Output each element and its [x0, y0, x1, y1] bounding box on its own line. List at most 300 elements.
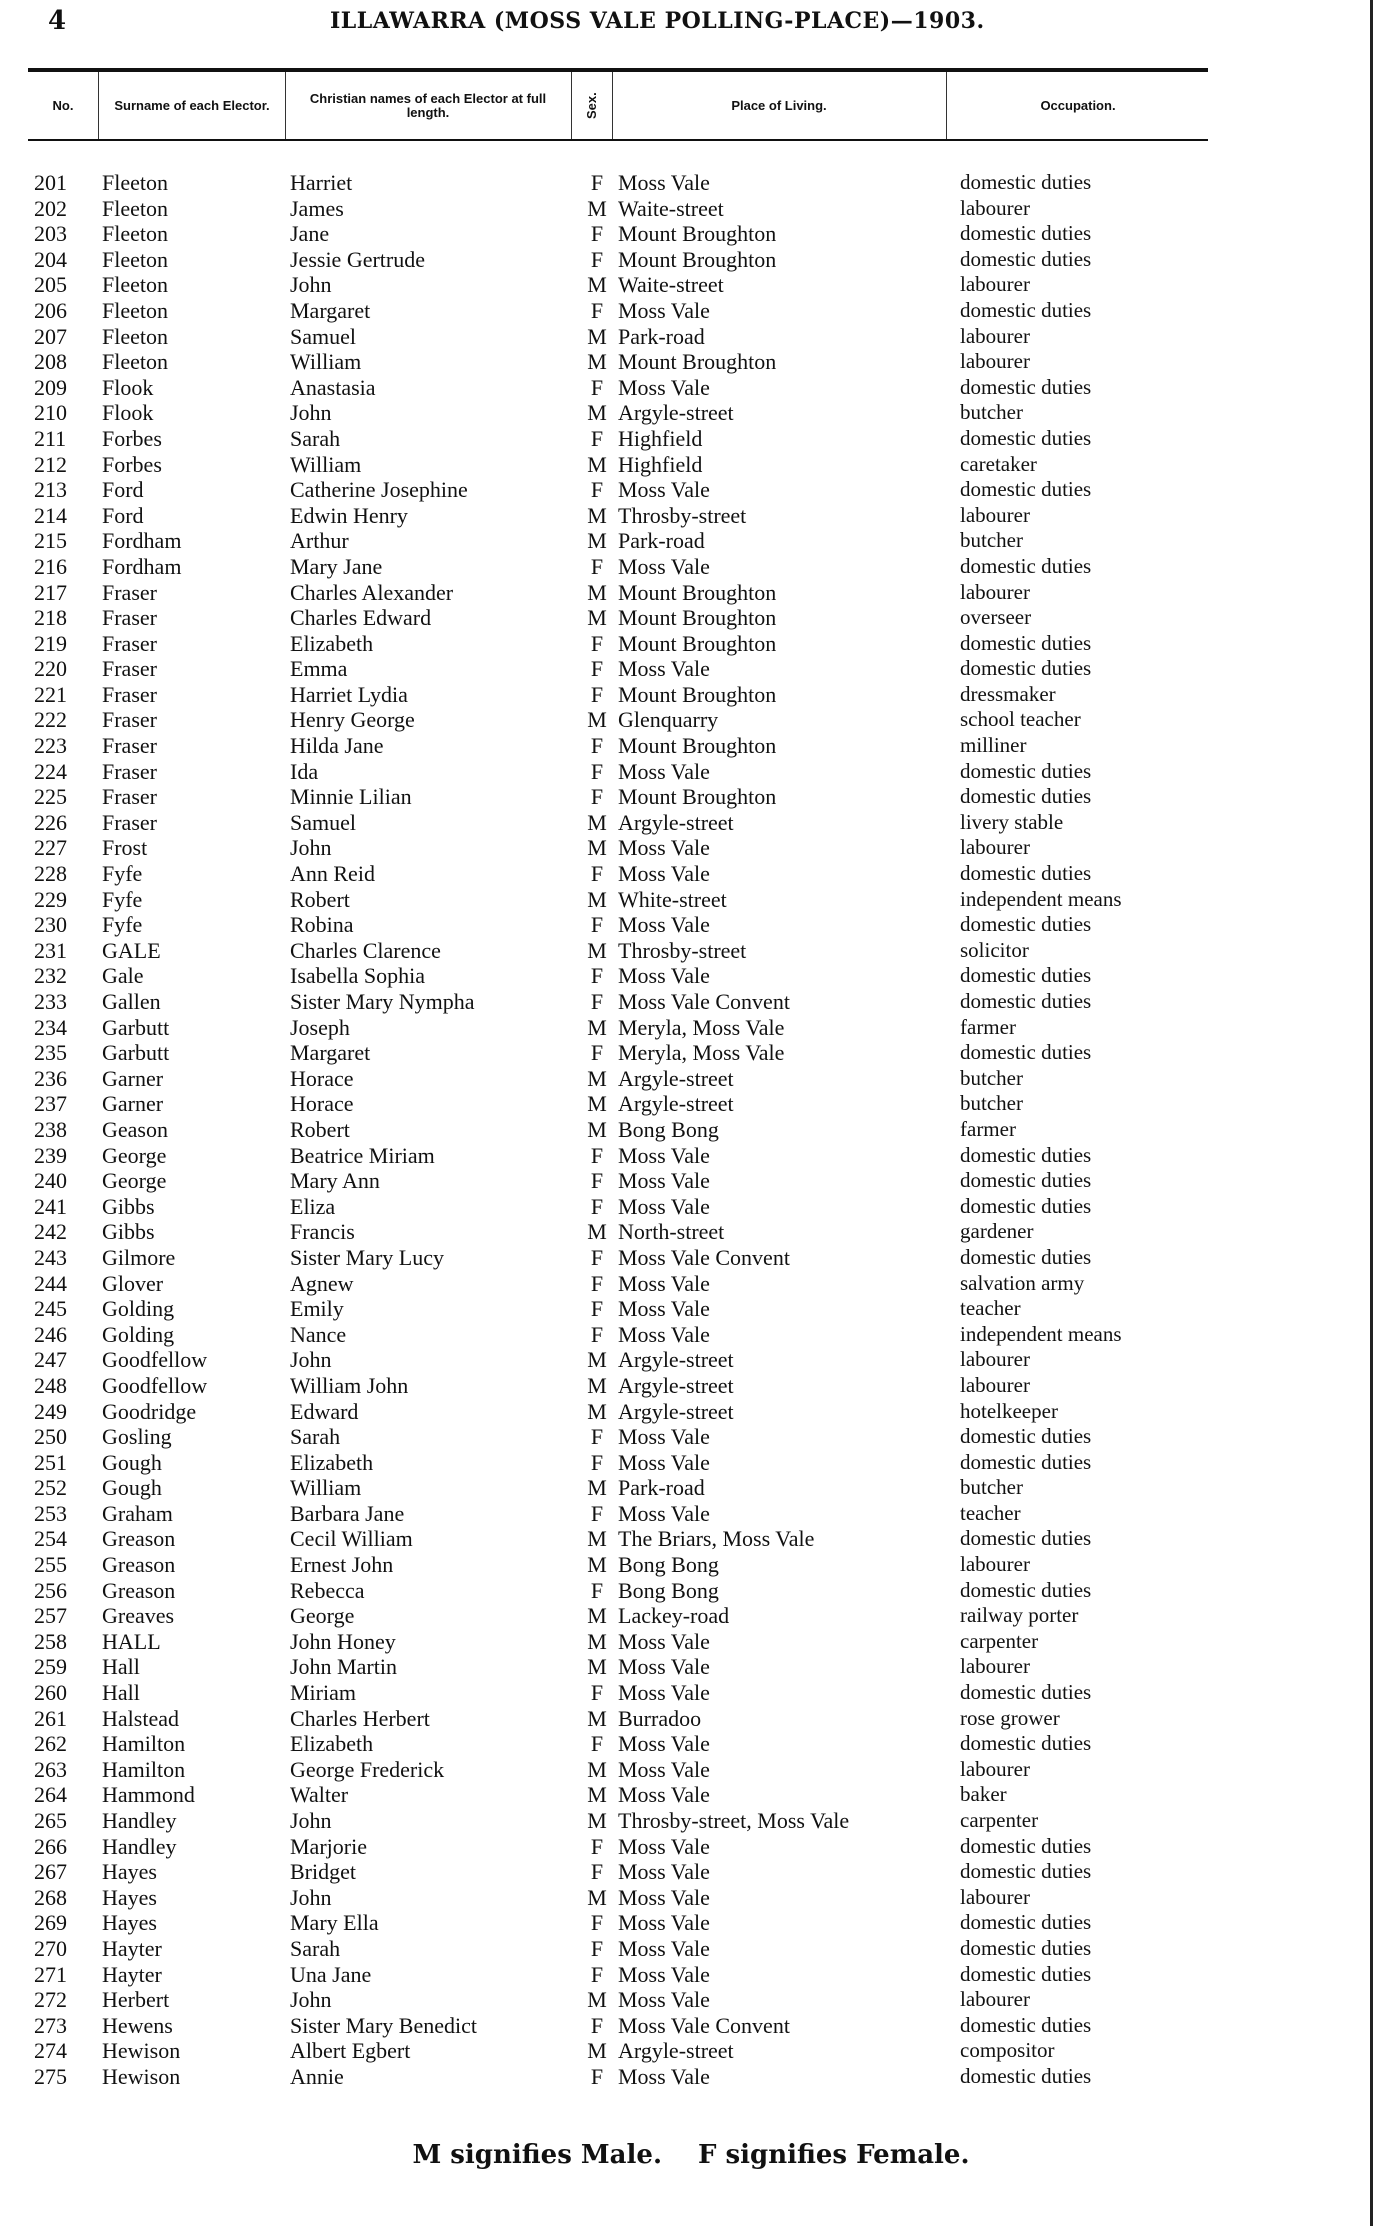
elector-christian-names: Jessie Gertrude — [290, 246, 426, 272]
elector-surname: Fyfe — [102, 912, 143, 938]
elector-occupation: dressmaker — [960, 681, 1056, 706]
page-title: ILLAWARRA (MOSS VALE POLLING-PLACE)—1903. — [330, 8, 985, 34]
elector-christian-names: John — [290, 400, 332, 426]
elector-number: 274 — [34, 2038, 67, 2064]
elector-christian-names: Robina — [290, 912, 354, 938]
elector-occupation: labourer — [960, 579, 1030, 604]
elector-surname: Goodfellow — [102, 1372, 208, 1398]
elector-place-of-living: Bong Bong — [618, 1577, 719, 1603]
elector-occupation: overseer — [960, 605, 1032, 630]
elector-surname: Hayes — [102, 1884, 157, 1910]
column-header-place: Place of Living. — [731, 97, 827, 113]
elector-row — [0, 1194, 1382, 1220]
elector-number: 207 — [34, 323, 67, 349]
elector-sex: F — [590, 1193, 604, 1219]
column-divider — [946, 72, 947, 139]
elector-occupation: domestic duties — [960, 425, 1092, 450]
elector-sex: F — [590, 553, 604, 579]
elector-christian-names: Robert — [290, 1116, 350, 1142]
elector-number: 256 — [34, 1577, 67, 1603]
elector-place-of-living: Moss Vale Convent — [618, 2012, 790, 2038]
elector-sex: M — [587, 1705, 607, 1731]
elector-christian-names: John — [290, 1808, 332, 1833]
elector-occupation: labourer — [960, 1347, 1030, 1372]
elector-sex: M — [587, 1782, 607, 1808]
elector-place-of-living: Bong Bong — [618, 1116, 719, 1142]
elector-surname: Handley — [102, 1833, 177, 1859]
elector-occupation: railway porter — [960, 1603, 1079, 1628]
elector-surname: Fraser — [102, 707, 157, 733]
elector-occupation: domestic duties — [960, 1935, 1092, 1960]
elector-place-of-living: Mount Broughton — [618, 221, 777, 247]
elector-occupation: domestic duties — [960, 553, 1092, 578]
elector-occupation: domestic duties — [960, 1040, 1092, 1065]
elector-christian-names: Emma — [290, 656, 348, 682]
elector-place-of-living: Moss Vale — [618, 1628, 710, 1654]
elector-row — [0, 963, 1382, 989]
elector-place-of-living: Moss Vale — [618, 1910, 710, 1936]
elector-row — [0, 349, 1382, 375]
elector-christian-names: Charles Alexander — [290, 579, 454, 605]
elector-row — [0, 272, 1382, 298]
elector-christian-names: Harriet Lydia — [290, 681, 408, 707]
elector-occupation: teacher — [960, 1500, 1021, 1525]
elector-sex: F — [590, 1168, 604, 1194]
elector-number: 246 — [34, 1321, 67, 1347]
elector-place-of-living: Moss Vale — [618, 1731, 710, 1757]
elector-surname: Golding — [102, 1296, 175, 1322]
elector-row — [0, 759, 1382, 785]
elector-row — [0, 375, 1382, 401]
elector-sex: M — [587, 1628, 607, 1654]
elector-christian-names: William — [290, 1475, 362, 1501]
elector-christian-names: Hilda Jane — [290, 733, 384, 759]
elector-place-of-living: Argyle-street — [618, 2038, 734, 2064]
elector-place-of-living: Moss Vale — [618, 1424, 710, 1450]
elector-occupation: domestic duties — [960, 1731, 1092, 1756]
elector-surname: Hewison — [102, 2038, 181, 2064]
elector-sex: M — [587, 323, 607, 349]
elector-number: 210 — [34, 400, 67, 426]
elector-christian-names: Elizabeth — [290, 1731, 374, 1757]
elector-place-of-living: The Briars, Moss Vale — [618, 1526, 815, 1552]
elector-place-of-living: Moss Vale Convent — [618, 1244, 790, 1270]
elector-sex: M — [587, 2038, 607, 2064]
elector-surname: Golding — [102, 1321, 175, 1347]
elector-row — [0, 1859, 1382, 1885]
elector-christian-names: Ann Reid — [290, 861, 375, 887]
elector-occupation: domestic duties — [960, 1424, 1092, 1449]
elector-number: 249 — [34, 1398, 67, 1424]
elector-occupation: domestic duties — [960, 374, 1092, 399]
elector-number: 215 — [34, 528, 67, 554]
page-header — [0, 6, 1382, 36]
elector-number: 272 — [34, 1987, 67, 2013]
elector-occupation: carpenter — [960, 1628, 1039, 1653]
elector-place-of-living: Moss Vale — [618, 835, 710, 861]
elector-sex: F — [590, 297, 604, 323]
elector-sex: F — [590, 221, 604, 247]
elector-occupation: labourer — [960, 1884, 1030, 1909]
elector-place-of-living: Moss Vale — [618, 2063, 710, 2089]
elector-number: 239 — [34, 1142, 67, 1168]
elector-surname: Fordham — [102, 528, 182, 554]
elector-row — [0, 1680, 1382, 1706]
elector-surname: Flook — [102, 374, 154, 400]
elector-row — [0, 1475, 1382, 1501]
elector-number: 260 — [34, 1680, 67, 1706]
elector-row — [0, 1219, 1382, 1245]
column-header-sex: Sex. — [584, 92, 599, 119]
elector-occupation: compositor — [960, 2038, 1055, 2063]
elector-surname: Geason — [102, 1116, 168, 1142]
elector-christian-names: Edward — [290, 1398, 359, 1424]
elector-christian-names: Joseph — [290, 1014, 350, 1040]
elector-christian-names: John Honey — [290, 1628, 396, 1654]
elector-occupation: domestic duties — [960, 2063, 1092, 2088]
elector-sex: F — [590, 1270, 604, 1296]
header-bottom-rule — [28, 139, 1208, 141]
elector-number: 229 — [34, 886, 67, 912]
elector-row — [0, 1731, 1382, 1757]
elector-sex: F — [590, 681, 604, 707]
elector-surname: Garbutt — [102, 1014, 170, 1040]
elector-occupation: butcher — [960, 1475, 1023, 1500]
elector-number: 253 — [34, 1500, 67, 1526]
elector-sex: F — [590, 963, 604, 989]
elector-number: 216 — [34, 553, 67, 579]
elector-surname: Garner — [102, 1065, 164, 1091]
elector-christian-names: John Martin — [290, 1654, 397, 1680]
elector-occupation: domestic duties — [960, 1168, 1092, 1193]
elector-number: 267 — [34, 1859, 67, 1885]
elector-occupation: domestic duties — [960, 297, 1092, 322]
elector-sex: F — [590, 1910, 604, 1936]
elector-number: 265 — [34, 1808, 67, 1833]
elector-occupation: milliner — [960, 733, 1027, 758]
elector-surname: Fraser — [102, 809, 157, 835]
elector-occupation: domestic duties — [960, 656, 1092, 681]
elector-sex: M — [587, 1398, 607, 1424]
elector-sex: F — [590, 1321, 604, 1347]
column-header-christian-names: Christian names of each Elector at full length. — [309, 90, 547, 120]
elector-sex: F — [590, 1731, 604, 1757]
elector-christian-names: Marjorie — [290, 1833, 367, 1859]
elector-place-of-living: Moss Vale — [618, 1961, 710, 1987]
elector-row — [0, 452, 1382, 478]
elector-surname: Forbes — [102, 425, 162, 451]
elector-surname: Fraser — [102, 630, 157, 656]
elector-occupation: labourer — [960, 1654, 1030, 1679]
elector-occupation: caretaker — [960, 451, 1037, 476]
elector-place-of-living: Park-road — [618, 1475, 705, 1501]
elector-number: 225 — [34, 784, 67, 810]
elector-surname: Fleeton — [102, 195, 168, 221]
elector-row — [0, 784, 1382, 810]
elector-surname: Greaves — [102, 1603, 175, 1629]
elector-number: 262 — [34, 1731, 67, 1757]
elector-place-of-living: Moss Vale Convent — [618, 989, 790, 1014]
elector-christian-names: George — [290, 1603, 355, 1629]
elector-row — [0, 324, 1382, 350]
elector-place-of-living: Moss Vale — [618, 1987, 710, 2013]
elector-number: 270 — [34, 1935, 67, 1961]
elector-sex: M — [587, 1552, 607, 1578]
elector-place-of-living: Moss Vale — [618, 861, 710, 887]
elector-sex: M — [587, 1808, 607, 1833]
elector-christian-names: John — [290, 1987, 332, 2013]
elector-sex: F — [590, 1142, 604, 1168]
elector-row — [0, 1040, 1382, 1066]
elector-number: 230 — [34, 912, 67, 938]
elector-christian-names: Sarah — [290, 1935, 341, 1961]
elector-place-of-living: Moss Vale — [618, 1859, 710, 1885]
elector-occupation: domestic duties — [960, 1859, 1092, 1884]
elector-row — [0, 912, 1382, 938]
elector-sex: M — [587, 1347, 607, 1373]
elector-row — [0, 2013, 1382, 2039]
elector-sex: F — [590, 170, 604, 195]
elector-place-of-living: Mount Broughton — [618, 784, 777, 810]
elector-place-of-living: Waite-street — [618, 195, 724, 221]
elector-number: 237 — [34, 1091, 67, 1117]
elector-christian-names: Horace — [290, 1091, 354, 1117]
elector-christian-names: Emily — [290, 1296, 344, 1322]
elector-number: 238 — [34, 1116, 67, 1142]
elector-number: 235 — [34, 1040, 67, 1066]
elector-number: 203 — [34, 221, 67, 247]
elector-sex: F — [590, 1040, 604, 1066]
elector-place-of-living: White-street — [618, 886, 727, 912]
elector-surname: Greason — [102, 1552, 176, 1578]
elector-christian-names: Mary Jane — [290, 553, 383, 579]
elector-occupation: domestic duties — [960, 246, 1092, 271]
elector-sex: F — [590, 477, 604, 503]
elector-christian-names: Una Jane — [290, 1961, 372, 1987]
elector-surname: Fraser — [102, 681, 157, 707]
elector-surname: Fleeton — [102, 272, 168, 298]
elector-occupation: labourer — [960, 1372, 1030, 1397]
elector-surname: Hall — [102, 1680, 140, 1706]
elector-place-of-living: Bong Bong — [618, 1552, 719, 1578]
elector-number: 202 — [34, 195, 67, 221]
elector-place-of-living: Moss Vale — [618, 1193, 710, 1219]
elector-place-of-living: Argyle-street — [618, 1091, 734, 1117]
elector-sex: M — [587, 1884, 607, 1910]
elector-row — [0, 221, 1382, 247]
elector-surname: Glover — [102, 1270, 164, 1296]
elector-number: 218 — [34, 605, 67, 631]
elector-sex: M — [587, 1654, 607, 1680]
elector-number: 257 — [34, 1603, 67, 1629]
elector-row — [0, 1015, 1382, 1041]
elector-sex: F — [590, 1935, 604, 1961]
elector-number: 226 — [34, 809, 67, 835]
elector-sex: F — [590, 1449, 604, 1475]
elector-surname: Halstead — [102, 1705, 179, 1731]
elector-occupation: domestic duties — [960, 1680, 1092, 1705]
elector-number: 206 — [34, 297, 67, 323]
elector-surname: Handley — [102, 1808, 177, 1833]
elector-christian-names: Francis — [290, 1219, 355, 1245]
elector-row — [0, 1603, 1382, 1629]
elector-christian-names: John — [290, 835, 332, 861]
elector-surname: Fraser — [102, 784, 157, 810]
elector-surname: Fleeton — [102, 221, 168, 247]
elector-occupation: domestic duties — [960, 861, 1092, 886]
elector-place-of-living: Moss Vale — [618, 1833, 710, 1859]
elector-sex: F — [590, 2012, 604, 2038]
elector-row — [0, 1117, 1382, 1143]
elector-christian-names: Elizabeth — [290, 1449, 374, 1475]
elector-christian-names: Harriet — [290, 170, 353, 195]
elector-christian-names: Minnie Lilian — [290, 784, 412, 810]
elector-row — [0, 1373, 1382, 1399]
elector-number: 273 — [34, 2012, 67, 2038]
elector-place-of-living: Lackey-road — [618, 1603, 730, 1629]
elector-number: 201 — [34, 170, 67, 195]
elector-christian-names: Albert Egbert — [290, 2038, 411, 2064]
elector-number: 252 — [34, 1475, 67, 1501]
electors-list — [0, 170, 1382, 2090]
elector-number: 232 — [34, 963, 67, 989]
elector-place-of-living: Moss Vale — [618, 170, 710, 195]
elector-surname: Hewens — [102, 2012, 173, 2038]
elector-sex: F — [590, 1859, 604, 1885]
elector-surname: Frost — [102, 835, 148, 861]
elector-row — [0, 1501, 1382, 1527]
elector-sex: M — [587, 1219, 607, 1245]
elector-christian-names: William — [290, 451, 362, 477]
elector-surname: Fleeton — [102, 297, 168, 323]
elector-occupation: domestic duties — [960, 1526, 1092, 1551]
elector-row — [0, 810, 1382, 836]
elector-surname: Gibbs — [102, 1193, 155, 1219]
elector-christian-names: Beatrice Miriam — [290, 1142, 435, 1168]
elector-place-of-living: Moss Vale — [618, 1884, 710, 1910]
elector-surname: Hayes — [102, 1910, 157, 1936]
elector-number: 213 — [34, 477, 67, 503]
elector-sex: F — [590, 1833, 604, 1859]
elector-row — [0, 656, 1382, 682]
elector-place-of-living: Moss Vale — [618, 553, 710, 579]
elector-place-of-living: Moss Vale — [618, 1782, 710, 1808]
elector-sex: F — [590, 784, 604, 810]
elector-occupation: school teacher — [960, 707, 1081, 732]
elector-occupation: carpenter — [960, 1808, 1039, 1832]
elector-christian-names: Miriam — [290, 1680, 356, 1706]
elector-sex: M — [587, 707, 607, 733]
elector-surname: Fraser — [102, 579, 157, 605]
elector-place-of-living: Moss Vale — [618, 1654, 710, 1680]
elector-row — [0, 1936, 1382, 1962]
elector-surname: Forbes — [102, 451, 162, 477]
elector-number: 208 — [34, 349, 67, 375]
elector-row — [0, 1910, 1382, 1936]
elector-place-of-living: Waite-street — [618, 272, 724, 298]
elector-surname: Hall — [102, 1654, 140, 1680]
elector-surname: Hammond — [102, 1782, 195, 1808]
elector-christian-names: Cecil William — [290, 1526, 413, 1552]
elector-number: 255 — [34, 1552, 67, 1578]
elector-occupation: domestic duties — [960, 1193, 1092, 1218]
elector-christian-names: Elizabeth — [290, 630, 374, 656]
elector-number: 231 — [34, 937, 67, 963]
elector-number: 247 — [34, 1347, 67, 1373]
elector-row — [0, 707, 1382, 733]
elector-christian-names: Annie — [290, 2063, 344, 2089]
elector-surname: Gallen — [102, 989, 161, 1014]
elector-christian-names: Agnew — [290, 1270, 354, 1296]
elector-christian-names: George Frederick — [290, 1756, 445, 1782]
column-header-occupation: Occupation. — [1040, 97, 1116, 113]
elector-occupation: domestic duties — [960, 784, 1092, 809]
elector-place-of-living: Throsby-street — [618, 937, 747, 963]
elector-surname: Gosling — [102, 1424, 172, 1450]
elector-christian-names: Edwin Henry — [290, 502, 408, 528]
elector-place-of-living: Highfield — [618, 451, 703, 477]
elector-surname: Fleeton — [102, 323, 168, 349]
elector-surname: GALE — [102, 937, 161, 963]
elector-occupation: labourer — [960, 1756, 1030, 1781]
elector-row — [0, 2064, 1382, 2090]
elector-number: 268 — [34, 1884, 67, 1910]
elector-occupation: domestic duties — [960, 1142, 1092, 1167]
elector-row — [0, 1347, 1382, 1373]
elector-row — [0, 1168, 1382, 1194]
elector-sex: F — [590, 1500, 604, 1526]
elector-surname: Fyfe — [102, 886, 143, 912]
elector-number: 271 — [34, 1961, 67, 1987]
elector-christian-names: James — [290, 195, 344, 221]
elector-place-of-living: Park-road — [618, 528, 705, 554]
elector-surname: Gough — [102, 1475, 162, 1501]
elector-place-of-living: Moss Vale — [618, 1270, 710, 1296]
elector-sex: M — [587, 195, 607, 221]
elector-row — [0, 1885, 1382, 1911]
elector-number: 219 — [34, 630, 67, 656]
elector-occupation: domestic duties — [960, 1910, 1092, 1935]
elector-surname: George — [102, 1142, 167, 1168]
elector-surname: Goodfellow — [102, 1347, 208, 1373]
elector-number: 214 — [34, 502, 67, 528]
elector-sex: F — [590, 861, 604, 887]
elector-sex: M — [587, 886, 607, 912]
elector-place-of-living: Argyle-street — [618, 1398, 734, 1424]
elector-row — [0, 477, 1382, 503]
elector-number: 264 — [34, 1782, 67, 1808]
elector-place-of-living: Glenquarry — [618, 707, 719, 733]
elector-sex: M — [587, 1116, 607, 1142]
elector-row — [0, 2038, 1382, 2064]
elector-number: 261 — [34, 1705, 67, 1731]
elector-row — [0, 835, 1382, 861]
elector-christian-names: Mary Ella — [290, 1910, 379, 1936]
elector-number: 217 — [34, 579, 67, 605]
elector-number: 240 — [34, 1168, 67, 1194]
elector-sex: F — [590, 656, 604, 682]
elector-sex: M — [587, 1091, 607, 1117]
elector-sex: F — [590, 2063, 604, 2089]
elector-place-of-living: Mount Broughton — [618, 246, 777, 272]
elector-sex: M — [587, 1603, 607, 1629]
elector-christian-names: Sarah — [290, 425, 341, 451]
elector-place-of-living: Moss Vale — [618, 1935, 710, 1961]
elector-number: 224 — [34, 758, 67, 784]
elector-occupation: domestic duties — [960, 477, 1092, 502]
elector-sex: M — [587, 579, 607, 605]
elector-row — [0, 1450, 1382, 1476]
